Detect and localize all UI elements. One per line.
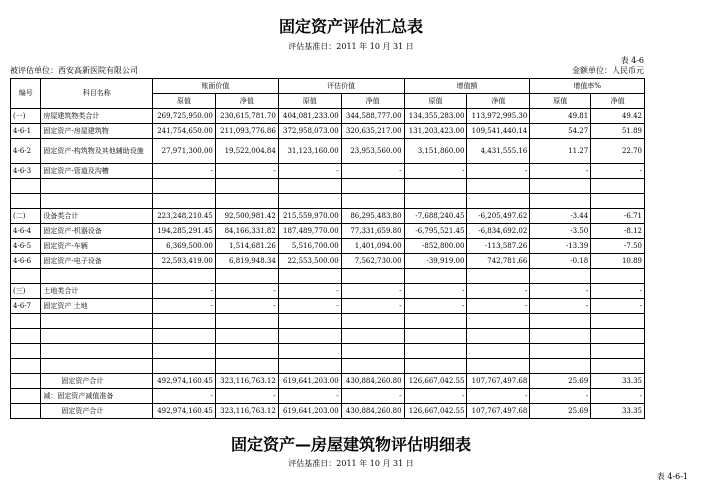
empty-cell [341, 344, 404, 359]
row-value: 86,295,483.80 [341, 209, 404, 224]
empty-cell [530, 314, 591, 329]
detail-valuation-date: 评估基准日：2011 年 10 月 31 日 [288, 459, 414, 468]
total-value: 107,767,497.68 [467, 404, 530, 419]
empty-cell [153, 194, 216, 209]
total-value: 33.35 [591, 404, 645, 419]
row-value: 31,123,160.00 [278, 139, 341, 164]
empty-cell [278, 179, 341, 194]
row-value: 49.81 [530, 109, 591, 124]
empty-cell [530, 194, 591, 209]
empty-cell [341, 269, 404, 284]
row-value: 3,151,860.00 [404, 139, 467, 164]
table-row [11, 239, 645, 254]
subheader-net: 净值 [341, 94, 404, 109]
blank-row [11, 359, 645, 374]
empty-cell [215, 269, 278, 284]
row-value: 1,514,681.26 [215, 239, 278, 254]
fixed-assets-summary-table [10, 78, 645, 419]
summary-title: 固定资产评估汇总表 [278, 17, 423, 36]
row-value: - [467, 299, 530, 314]
row-value: 10.89 [591, 254, 645, 269]
row-value: 742,781.66 [467, 254, 530, 269]
header-book-value: 账面价值 [153, 79, 279, 94]
empty-cell [591, 179, 645, 194]
table-row [11, 299, 645, 314]
appraised-unit: 被评估单位：西安高新医院有限公司 [10, 66, 138, 75]
row-value: 6,369,500.00 [153, 239, 216, 254]
row-value: -6,834,692.02 [467, 224, 530, 239]
empty-cell [404, 344, 467, 359]
row-value: - [404, 299, 467, 314]
row-value: 92,500,981.42 [215, 209, 278, 224]
total-value: 25.69 [530, 404, 591, 419]
total-value: 492,974,160.45 [153, 374, 216, 389]
row-value: 372,958,073.00 [278, 124, 341, 139]
subheader-net: 净值 [215, 94, 278, 109]
empty-cell [341, 194, 404, 209]
row-name: 土地类合计 [41, 284, 153, 299]
empty-cell [278, 314, 341, 329]
row-value: -852,800.00 [404, 239, 467, 254]
empty-cell [41, 269, 153, 284]
row-value: 230,615,781.70 [215, 109, 278, 124]
blank-row [11, 329, 645, 344]
row-name: 房屋建筑物类合计 [41, 109, 153, 124]
empty-cell [215, 194, 278, 209]
table-row [11, 109, 645, 124]
row-value: 223,248,210.45 [153, 209, 216, 224]
empty-cell [467, 314, 530, 329]
row-value: 113,972,995.30 [467, 109, 530, 124]
row-value: 54.27 [530, 124, 591, 139]
row-value: -6,795,521.45 [404, 224, 467, 239]
total-value: 619,641,203.00 [278, 374, 341, 389]
total-row [11, 374, 645, 389]
row-value: 404,081,233.00 [278, 109, 341, 124]
empty-cell [278, 344, 341, 359]
row-value: - [153, 164, 216, 179]
row-value: -13.39 [530, 239, 591, 254]
row-value: - [153, 299, 216, 314]
blank-row [11, 314, 645, 329]
empty-cell [591, 269, 645, 284]
empty-cell [215, 179, 278, 194]
empty-cell [530, 344, 591, 359]
row-name: 固定资产-机器设备 [41, 224, 153, 239]
total-row [11, 404, 645, 419]
total-value: 492,974,160.45 [153, 404, 216, 419]
row-code: 4-6-6 [11, 254, 41, 269]
total-name: 固定资产合计 [41, 404, 153, 419]
row-value: - [467, 284, 530, 299]
row-value: 211,093,776.86 [215, 124, 278, 139]
total-value: - [467, 389, 530, 404]
empty-cell [591, 314, 645, 329]
row-value: - [591, 164, 645, 179]
row-value: -3.44 [530, 209, 591, 224]
row-value: 6,819,948.34 [215, 254, 278, 269]
total-value: - [215, 389, 278, 404]
blank-row [11, 269, 645, 284]
empty-cell [404, 359, 467, 374]
row-value: 5,516,700.00 [278, 239, 341, 254]
total-value: 323,116,763.12 [215, 404, 278, 419]
empty-cell [278, 329, 341, 344]
row-value: 11.27 [530, 139, 591, 164]
empty-cell [467, 344, 530, 359]
table-row [11, 284, 645, 299]
row-value: -39,919.00 [404, 254, 467, 269]
empty-cell [41, 194, 153, 209]
row-value: -113,587.26 [467, 239, 530, 254]
row-value: 215,559,970.00 [278, 209, 341, 224]
row-code: (一) [11, 109, 41, 124]
empty-cell [11, 404, 41, 419]
summary-valuation-date: 评估基准日：2011 年 10 月 31 日 [288, 42, 414, 51]
row-value: 77,331,659.80 [341, 224, 404, 239]
empty-cell [467, 179, 530, 194]
empty-cell [153, 344, 216, 359]
total-value: - [278, 389, 341, 404]
empty-cell [530, 179, 591, 194]
empty-cell [11, 194, 41, 209]
empty-cell [215, 314, 278, 329]
row-code: (三) [11, 284, 41, 299]
total-value: 107,767,497.68 [467, 374, 530, 389]
row-code: 4-6-7 [11, 299, 41, 314]
row-value: 7,562,730.00 [341, 254, 404, 269]
empty-cell [153, 179, 216, 194]
subheader-original: 原值 [278, 94, 341, 109]
empty-cell [11, 314, 41, 329]
empty-cell [215, 359, 278, 374]
empty-cell [11, 179, 41, 194]
empty-cell [591, 194, 645, 209]
empty-cell [41, 179, 153, 194]
row-value: - [215, 284, 278, 299]
row-value: 194,285,291.45 [153, 224, 216, 239]
empty-cell [467, 194, 530, 209]
header-appraised-value: 评估价值 [278, 79, 404, 94]
row-value: 187,489,770.00 [278, 224, 341, 239]
row-value: - [278, 164, 341, 179]
row-value: - [153, 284, 216, 299]
row-name: 固定资产-房屋建筑物 [41, 124, 153, 139]
empty-cell [404, 179, 467, 194]
row-value: - [591, 284, 645, 299]
empty-cell [41, 314, 153, 329]
empty-cell [341, 329, 404, 344]
row-value: - [591, 299, 645, 314]
total-name: 减：固定资产减值准备 [41, 389, 153, 404]
row-value: 131,203,423.00 [404, 124, 467, 139]
empty-cell [467, 329, 530, 344]
empty-cell [404, 314, 467, 329]
row-value: - [530, 299, 591, 314]
empty-cell [530, 269, 591, 284]
header-code: 编号 [11, 79, 41, 109]
row-value: 109,541,440.14 [467, 124, 530, 139]
row-value: - [341, 299, 404, 314]
row-value: 27,971,300.00 [153, 139, 216, 164]
empty-cell [467, 359, 530, 374]
subheader-original: 原值 [404, 94, 467, 109]
total-value: 430,884,260.80 [341, 374, 404, 389]
summary-table-number: 表 4-6 [620, 56, 644, 65]
row-value: -8.12 [591, 224, 645, 239]
blank-row [11, 179, 645, 194]
row-value: 22.70 [591, 139, 645, 164]
total-value: - [591, 389, 645, 404]
row-value: - [278, 299, 341, 314]
empty-cell [591, 359, 645, 374]
total-value: 430,884,260.80 [341, 404, 404, 419]
row-value: 84,166,331.82 [215, 224, 278, 239]
row-value: 344,588,777.00 [341, 109, 404, 124]
row-value: - [215, 299, 278, 314]
table-row [11, 124, 645, 139]
empty-cell [153, 359, 216, 374]
summary-body [11, 109, 645, 419]
total-value: 33.35 [591, 374, 645, 389]
blank-row [11, 194, 645, 209]
total-value: - [404, 389, 467, 404]
empty-cell [467, 269, 530, 284]
subheader-original: 原值 [530, 94, 591, 109]
row-value: 51.89 [591, 124, 645, 139]
header-increase: 增值额 [404, 79, 530, 94]
row-value: 134,355,283.00 [404, 109, 467, 124]
row-code: 4-6-3 [11, 164, 41, 179]
row-value: 269,725,950.00 [153, 109, 216, 124]
row-value: 4,431,555.16 [467, 139, 530, 164]
header-row [11, 79, 645, 94]
row-value: 241,754,650.00 [153, 124, 216, 139]
row-value: 49.42 [591, 109, 645, 124]
row-value: 22,593,419.00 [153, 254, 216, 269]
row-value: 23,953,560.00 [341, 139, 404, 164]
empty-cell [591, 344, 645, 359]
table-row [11, 164, 645, 179]
empty-cell [11, 374, 41, 389]
empty-cell [11, 389, 41, 404]
empty-cell [153, 329, 216, 344]
row-name: 固定资产-构筑物及其他辅助设施 [41, 139, 153, 164]
row-value: - [467, 164, 530, 179]
empty-cell [11, 359, 41, 374]
row-name: 固定资产-车辆 [41, 239, 153, 254]
row-code: 4-6-5 [11, 239, 41, 254]
subheader-net: 净值 [591, 94, 645, 109]
empty-cell [591, 329, 645, 344]
row-value: -0.18 [530, 254, 591, 269]
total-name: 固定资产合计 [41, 374, 153, 389]
row-value: -6.71 [591, 209, 645, 224]
empty-cell [404, 194, 467, 209]
empty-cell [341, 179, 404, 194]
empty-cell [153, 269, 216, 284]
table-row [11, 224, 645, 239]
blank-row [11, 344, 645, 359]
row-name: 固定资产 土地 [41, 299, 153, 314]
empty-cell [530, 359, 591, 374]
empty-cell [278, 194, 341, 209]
row-value: 19,522,004.84 [215, 139, 278, 164]
row-value: 1,401,094.00 [341, 239, 404, 254]
empty-cell [404, 329, 467, 344]
row-code: (二) [11, 209, 41, 224]
total-value: - [153, 389, 216, 404]
detail-table-number: 表 4-6-1 [656, 472, 688, 481]
empty-cell [341, 359, 404, 374]
row-value: - [404, 164, 467, 179]
header-increase-rate: 增值率% [530, 79, 645, 94]
row-name: 固定资产-电子设备 [41, 254, 153, 269]
row-value: 320,635,217.00 [341, 124, 404, 139]
subheader-original: 原值 [153, 94, 216, 109]
table-row [11, 209, 645, 224]
row-value: - [530, 164, 591, 179]
row-value: -6,205,497.62 [467, 209, 530, 224]
empty-cell [215, 344, 278, 359]
row-code: 4-6-2 [11, 139, 41, 164]
empty-cell [341, 314, 404, 329]
row-value: -7,688,240.45 [404, 209, 467, 224]
subheader-net: 净值 [467, 94, 530, 109]
row-value: - [530, 284, 591, 299]
total-value: 25.69 [530, 374, 591, 389]
empty-cell [530, 329, 591, 344]
row-value: -7.50 [591, 239, 645, 254]
row-name: 设备类合计 [41, 209, 153, 224]
row-value: - [278, 284, 341, 299]
total-value: 619,641,203.00 [278, 404, 341, 419]
empty-cell [11, 269, 41, 284]
empty-cell [153, 314, 216, 329]
row-value: - [404, 284, 467, 299]
empty-cell [278, 359, 341, 374]
empty-cell [215, 329, 278, 344]
total-value: 323,116,763.12 [215, 374, 278, 389]
empty-cell [404, 269, 467, 284]
row-value: - [215, 164, 278, 179]
header-name: 科目名称 [41, 79, 153, 109]
total-value: - [341, 389, 404, 404]
empty-cell [278, 269, 341, 284]
row-code: 4-6-1 [11, 124, 41, 139]
empty-cell [41, 344, 153, 359]
empty-cell [41, 329, 153, 344]
row-value: - [341, 164, 404, 179]
total-value: 126,667,042.55 [404, 374, 467, 389]
empty-cell [11, 329, 41, 344]
total-value: 126,667,042.55 [404, 404, 467, 419]
row-name: 固定资产-管道及沟槽 [41, 164, 153, 179]
detail-title: 固定资产—房屋建筑物评估明细表 [230, 435, 471, 454]
currency-unit: 金额单位：人民币元 [572, 66, 644, 75]
row-value: 22,553,500.00 [278, 254, 341, 269]
empty-cell [11, 344, 41, 359]
row-value: - [341, 284, 404, 299]
total-value: - [530, 389, 591, 404]
row-code: 4-6-4 [11, 224, 41, 239]
empty-cell [41, 359, 153, 374]
total-row [11, 389, 645, 404]
table-row [11, 254, 645, 269]
table-row [11, 139, 645, 164]
row-value: -3.50 [530, 224, 591, 239]
